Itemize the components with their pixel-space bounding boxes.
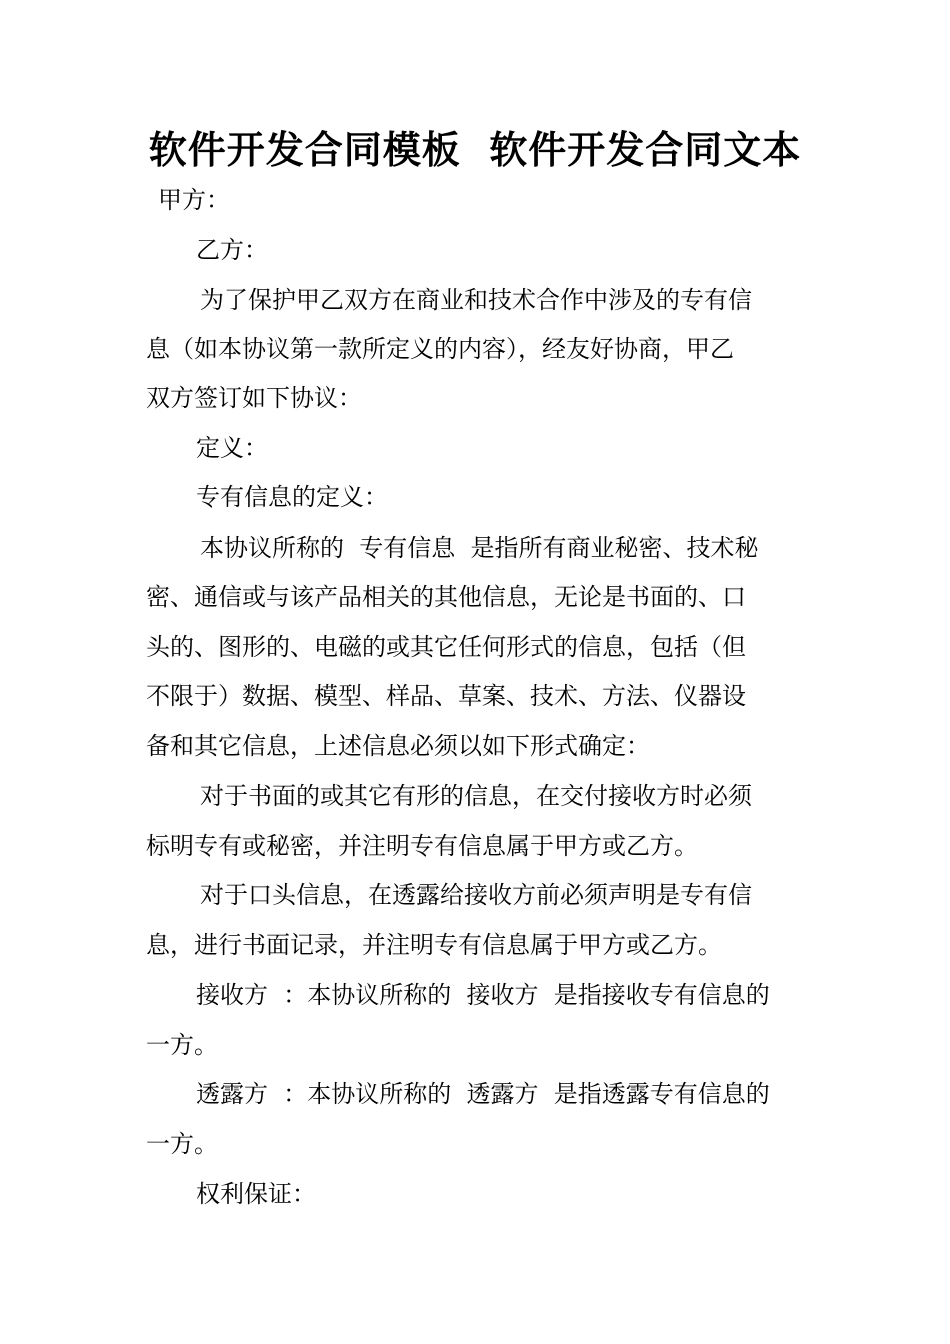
section-heading: 权利保证： xyxy=(196,1180,316,1208)
paragraph-line: 对于书面的或其它有形的信息，在交付接收方时必须 xyxy=(200,782,752,810)
paragraph-line: 标明专有或秘密，并注明专有信息属于甲方或乙方。 xyxy=(146,832,698,860)
paragraph-line: 息（如本协议第一款所定义的内容），经友好协商，甲乙 xyxy=(146,335,734,363)
paragraph-line: 为了保护甲乙双方在商业和技术合作中涉及的专有信 xyxy=(200,286,752,314)
party-b-label: 乙方： xyxy=(196,236,268,264)
paragraph-line: 备和其它信息，上述信息必须以如下形式确定： xyxy=(146,732,650,760)
document-title: 软件开发合同模板 软件开发合同文本 xyxy=(148,128,802,172)
section-heading: 专有信息的定义： xyxy=(196,483,388,511)
paragraph-line: 息，进行书面记录，并注明专有信息属于甲方或乙方。 xyxy=(146,931,722,959)
paragraph-line: 透露方 ：本协议所称的 透露方 是指透露专有信息的 xyxy=(196,1080,770,1108)
paragraph-line: 本协议所称的 专有信息 是指所有商业秘密、技术秘 xyxy=(200,534,759,562)
paragraph-line: 对于口头信息，在透露给接收方前必须声明是专有信 xyxy=(200,881,752,909)
paragraph-line: 一方。 xyxy=(146,1130,218,1158)
paragraph-line: 密、通信或与该产品相关的其他信息，无论是书面的、口 xyxy=(146,583,746,611)
party-a-label: 甲方： xyxy=(158,186,230,214)
section-heading: 定义： xyxy=(196,434,268,462)
paragraph-line: 接收方 ：本协议所称的 接收方 是指接收专有信息的 xyxy=(196,981,770,1009)
paragraph-line: 不限于）数据、模型、样品、草案、技术、方法、仪器设 xyxy=(146,682,746,710)
paragraph-line: 双方签订如下协议： xyxy=(146,384,362,412)
paragraph-line: 一方。 xyxy=(146,1031,218,1059)
paragraph-line: 头的、图形的、电磁的或其它任何形式的信息，包括（但 xyxy=(146,633,746,661)
